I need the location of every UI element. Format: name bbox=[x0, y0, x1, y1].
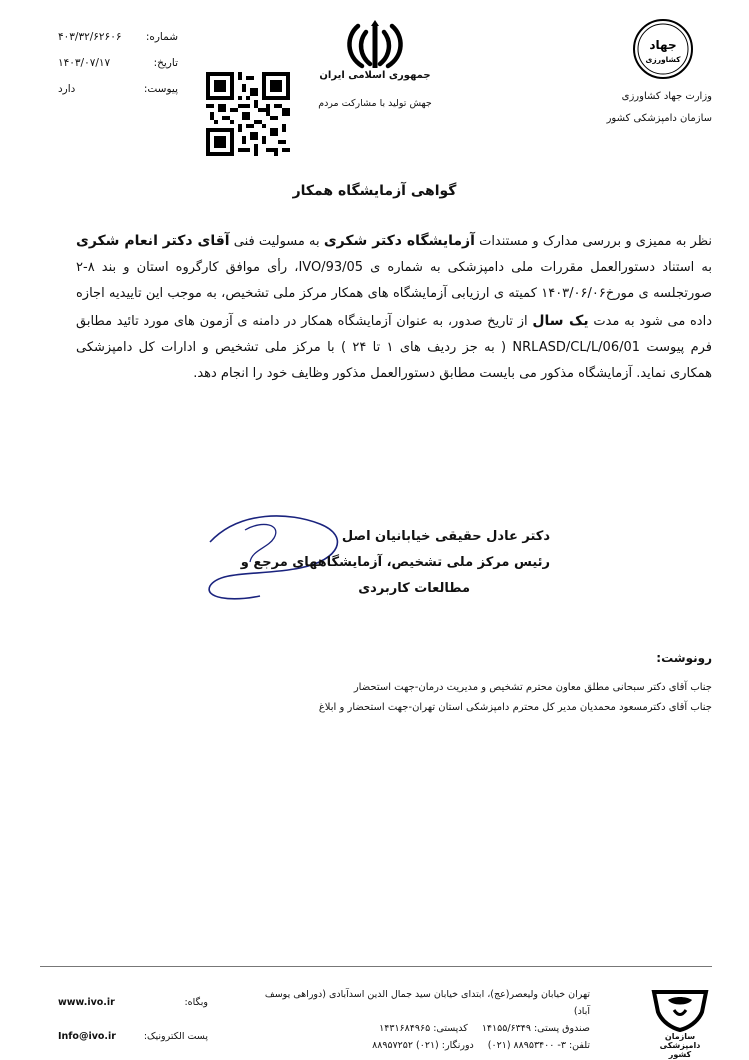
ministry-block bbox=[560, 86, 712, 130]
website-link[interactable]: www.ivo.ir bbox=[58, 997, 115, 1008]
pobox-value: ۱۴۱۵۵/۶۳۴۹ bbox=[481, 1023, 531, 1034]
letter-number: شماره: ۴۰۳/۳۲/۶۲۶۰۶ bbox=[58, 31, 178, 43]
body-text-5: از تاریخ صدور، به عنوان آزمایشگاه همکار در دامنه ی آزمون های مورد تائید مطابق فرم پیوست bbox=[76, 313, 713, 355]
cc-list bbox=[160, 678, 712, 718]
signer-name: دکتر عادل حقیقی خیابانیان اصل bbox=[341, 529, 550, 544]
signer-position-2: مطالعات کاربردی bbox=[358, 581, 470, 596]
body-text-4: ، رأی موافق کارگروه استان و بند ۸-۲ صورتجلسه ی مورخ۱۴۰۳/۰۶/۰۶ کمیته ی ارزیابی آزمایشگاه های همکار مرکز ملی تشخیص، به موجب این تاییدیه اجازه داده می شود به مدت bbox=[76, 260, 713, 329]
letter-meta bbox=[58, 24, 178, 102]
footer-address-block bbox=[250, 986, 590, 1054]
cc-title: رونوشت: bbox=[656, 651, 712, 665]
cc-line-1: جناب آقای دکتر سبحانی مطلق معاون محترم تشخیص و مدیریت درمان-جهت استحضار bbox=[353, 682, 712, 693]
footer-phone-row: تلفن: ۳- ۸۸۹۵۳۴۰۰ (۰۲۱) دورنگار: (۰۲۱) ۸۸۹۵۷۲۵۲ bbox=[372, 1040, 590, 1051]
person-name: آقای دکتر انعام شکری bbox=[76, 233, 230, 249]
slogan: جهش تولید با مشارکت مردم bbox=[318, 98, 432, 109]
qr-code-icon bbox=[206, 72, 290, 156]
letter-attachment: پیوست: دارد bbox=[58, 83, 178, 95]
website-row: وبگاه: www.ivo.ir bbox=[58, 986, 208, 1020]
page-title: گواهی آزمایشگاه همکار bbox=[292, 183, 457, 199]
email-link[interactable]: Info@ivo.ir bbox=[58, 1031, 116, 1042]
letter-body bbox=[76, 228, 712, 387]
lab-name: آزمایشگاه دکتر شکری bbox=[323, 233, 475, 249]
country-name: جمهوری اسلامی ایران bbox=[319, 70, 431, 81]
body-text-6: ( به جز ردیف های ۱ تا ۲۴ ) با مرکز ملی تشخیص و ادارات کل دامپزشکی همکاری نماید. آزمایشگاه مذکور می بایست مطابق دستورالعمل مذکور وظایف خود را انجام دهد. bbox=[76, 339, 712, 382]
organization-logo-icon bbox=[648, 986, 712, 1032]
ministry-name: وزارت جهاد کشاورزی bbox=[621, 91, 712, 102]
ministry-logo-text-top: جهاد bbox=[649, 38, 677, 52]
form-code: NRLASD/CL/L/06/01 bbox=[512, 339, 641, 355]
body-text-2: به مسولیت فنی bbox=[233, 234, 320, 249]
letter-date: تاریخ: ۱۴۰۳/۰۷/۱۷ bbox=[58, 57, 178, 69]
signer-position-1: رئیس مرکز ملی تشخیص، آزمایشگاههای مرجع و bbox=[240, 555, 550, 570]
body-text-3: به استناد دستورالعمل مقررات ملی دامپزشکی به شماره ی bbox=[370, 260, 712, 276]
footer-address: تهران خیابان ولیعصر(عج)، ابتدای خیابان سید جمال الدین اسدآبادی (دوراهی یوسف آباد) bbox=[264, 989, 590, 1017]
email-row: پست الکترونیک: Info@ivo.ir bbox=[58, 1020, 208, 1054]
cc-line-2: جناب آقای دکترمسعود محمدیان مدیر کل محترم دامپزشکی استان تهران-جهت استحضار و ابلاغ bbox=[318, 702, 712, 713]
organization-logo-text: سازمان دامپزشکی کشور bbox=[659, 1032, 701, 1059]
organization-name: سازمان دامپزشکی کشور bbox=[606, 113, 712, 124]
duration: یک سال bbox=[532, 312, 589, 329]
phone-value: ۳- ۸۸۹۵۳۴۰۰ (۰۲۱) bbox=[487, 1040, 566, 1051]
iran-emblem-icon bbox=[342, 18, 408, 72]
footer-contact bbox=[58, 986, 208, 1054]
footer-postal-row: صندوق پستی: ۱۴۱۵۵/۶۳۴۹ کدپستی: ۱۴۳۱۶۸۴۹۶۵ bbox=[379, 1023, 590, 1034]
regulation-code: IVO/93/05 bbox=[298, 260, 364, 276]
body-text-1: نظر به ممیزی و بررسی مدارک و مستندات bbox=[479, 234, 712, 249]
ministry-logo-icon bbox=[632, 18, 694, 80]
fax-value: (۰۲۱) ۸۸۹۵۷۲۵۲ bbox=[372, 1040, 439, 1051]
ministry-logo-text-bottom: کشاورزی bbox=[645, 55, 681, 64]
signature-block bbox=[150, 524, 550, 602]
postal-code-value: ۱۴۳۱۶۸۴۹۶۵ bbox=[379, 1023, 431, 1034]
footer-divider bbox=[40, 966, 712, 967]
